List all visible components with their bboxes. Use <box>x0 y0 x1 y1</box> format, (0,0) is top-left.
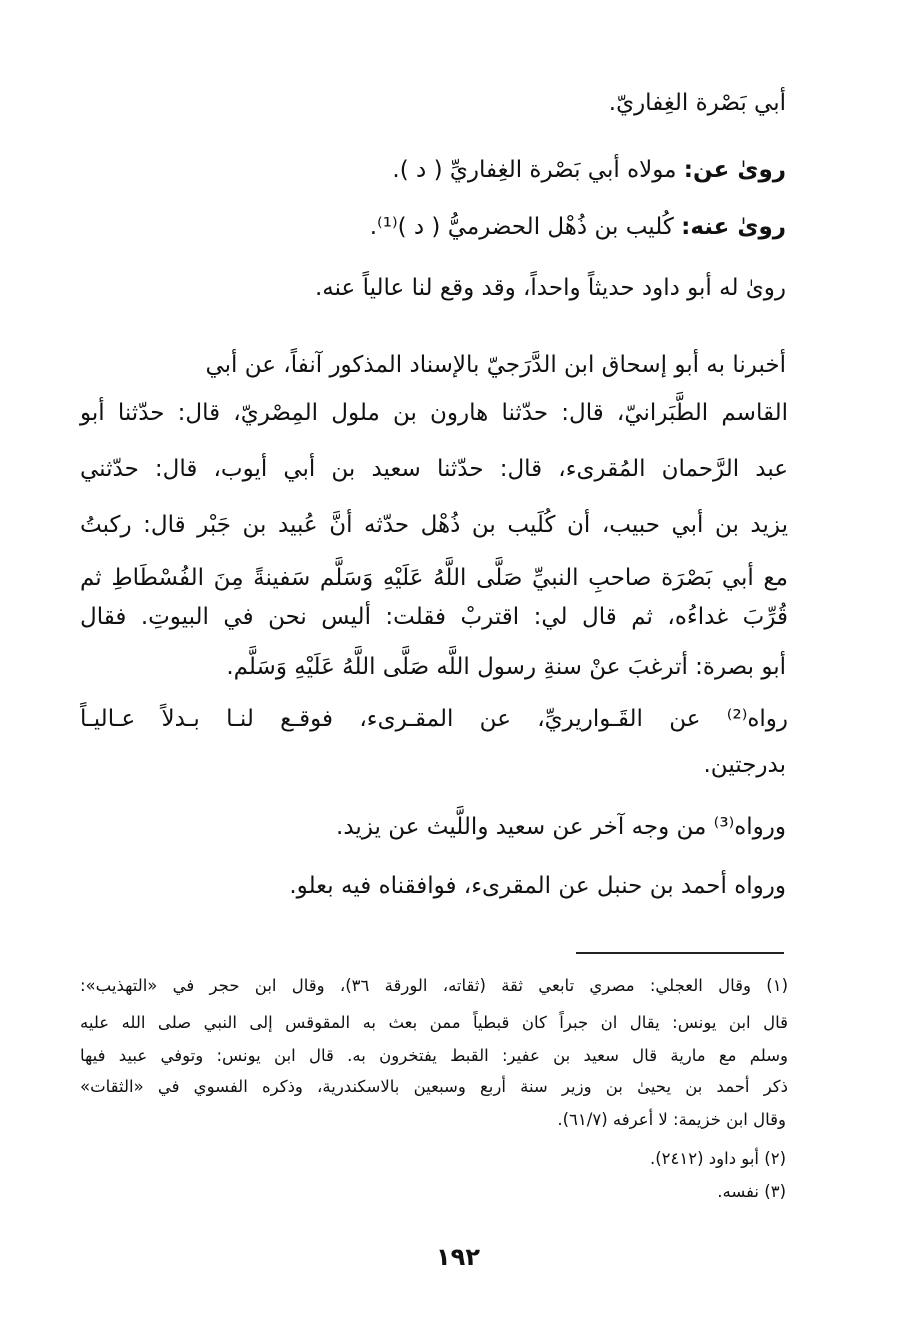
hadith-line: مع أبي بَصْرَة صاحبِ النبيِّ صَلَّى اللَّهُ عَلَيْهِ وَسَلَّم سَفينةً مِنَ الفُسْطَاطِ ثم <box>80 565 788 591</box>
hadith-line: قُرِّبَ غداءُه، ثم قال لي: اقتربْ فقلت: أليس نحن في البيوتِ. فقال <box>80 604 788 630</box>
page-number: ١٩٢ <box>436 1243 480 1271</box>
hadith-line: القاسم الطَّبَرانيّ، قال: حدّثنا هارون بن ملول المِصْريّ، قال: حدّثنا أبو <box>80 400 788 426</box>
hadith-line: يزيد بن أبي حبيب، أن كُلَيب بن ذُهْل حدّثه أنَّ عُبيد بن جَبْر قال: ركبتُ <box>80 512 788 538</box>
footnote-line: وسلم مع مارية قال سعيد بن عفير: القبط يفتخرون به. قال ابن يونس: وتوفي عبيد فيها <box>80 1046 788 1065</box>
text-line: أبي بَصْرة الغِفاريّ. <box>608 90 786 116</box>
rawa-anhu-text: كُليب بن ذُهْل الحضرميُّ ( د )⁽¹⁾. <box>369 214 674 240</box>
rawa-anhu-label: روىٰ عنه: <box>681 214 786 240</box>
rawa-an-text: مولاه أبي بَصْرة الغِفاريِّ ( د ). <box>392 157 677 183</box>
rawahu-line: بدرجتين. <box>703 752 786 778</box>
footnote-line: (١) وقال العجلي: مصري تابعي ثقة (ثقاته، الورقة ٣٦)، وقال ابن حجر في «التهذيب»: <box>80 976 788 995</box>
hadith-line: أخبرنا به أبو إسحاق ابن الدَّرَجيّ بالإسناد المذكور آنفاً، عن أبي <box>205 352 786 378</box>
hadith-line: أبو بصرة: أترغبَ عنْ سنةِ رسول اللَّه صَلَّى اللَّهُ عَلَيْهِ وَسَلَّم. <box>226 654 786 680</box>
footnote-separator <box>576 952 784 954</box>
footnote-line: ذكر أحمد بن يحيىٰ بن وزير سنة أربع وسبعين بالاسكندرية، وذكره الفسوي في «الثقات» <box>80 1077 788 1096</box>
rawa-an-label: روىٰ عن: <box>683 157 786 183</box>
hadith-line: عبد الرَّحمان المُقرىء، قال: حدّثنا سعيد بن أبي أيوب، قال: حدّثني <box>80 456 788 482</box>
rawahu-line: ورواه⁽³⁾ من وجه آخر عن سعيد واللَّيث عن يزيد. <box>336 814 786 840</box>
footnote-2: (٢) أبو داود (٢٤١٢). <box>649 1149 786 1168</box>
footnote-3: (٣) نفسه. <box>717 1182 786 1201</box>
rawahu-line: ورواه أحمد بن حنبل عن المقرىء، فوافقناه فيه بعلو. <box>289 873 786 899</box>
footnote-line: قال ابن يونس: يقال ان جبراً كان قبطياً ممن بعث به المقوقس إلى النبي صلى الله عليه <box>80 1013 788 1032</box>
footnote-line: وقال ابن خزيمة: لا أعرفه (٦١/٧). <box>557 1110 786 1129</box>
rawa-an-line <box>392 155 786 185</box>
rawa-anhu-line <box>370 212 786 242</box>
rawahu-line: رواه⁽²⁾ عن القَـواريريِّ، عن المقـرىء، فوقـع لنـا بـدلاً عـاليـاً <box>80 706 788 732</box>
text-line: روىٰ له أبو داود حديثاً واحداً، وقد وقع لنا عالياً عنه. <box>314 275 786 301</box>
